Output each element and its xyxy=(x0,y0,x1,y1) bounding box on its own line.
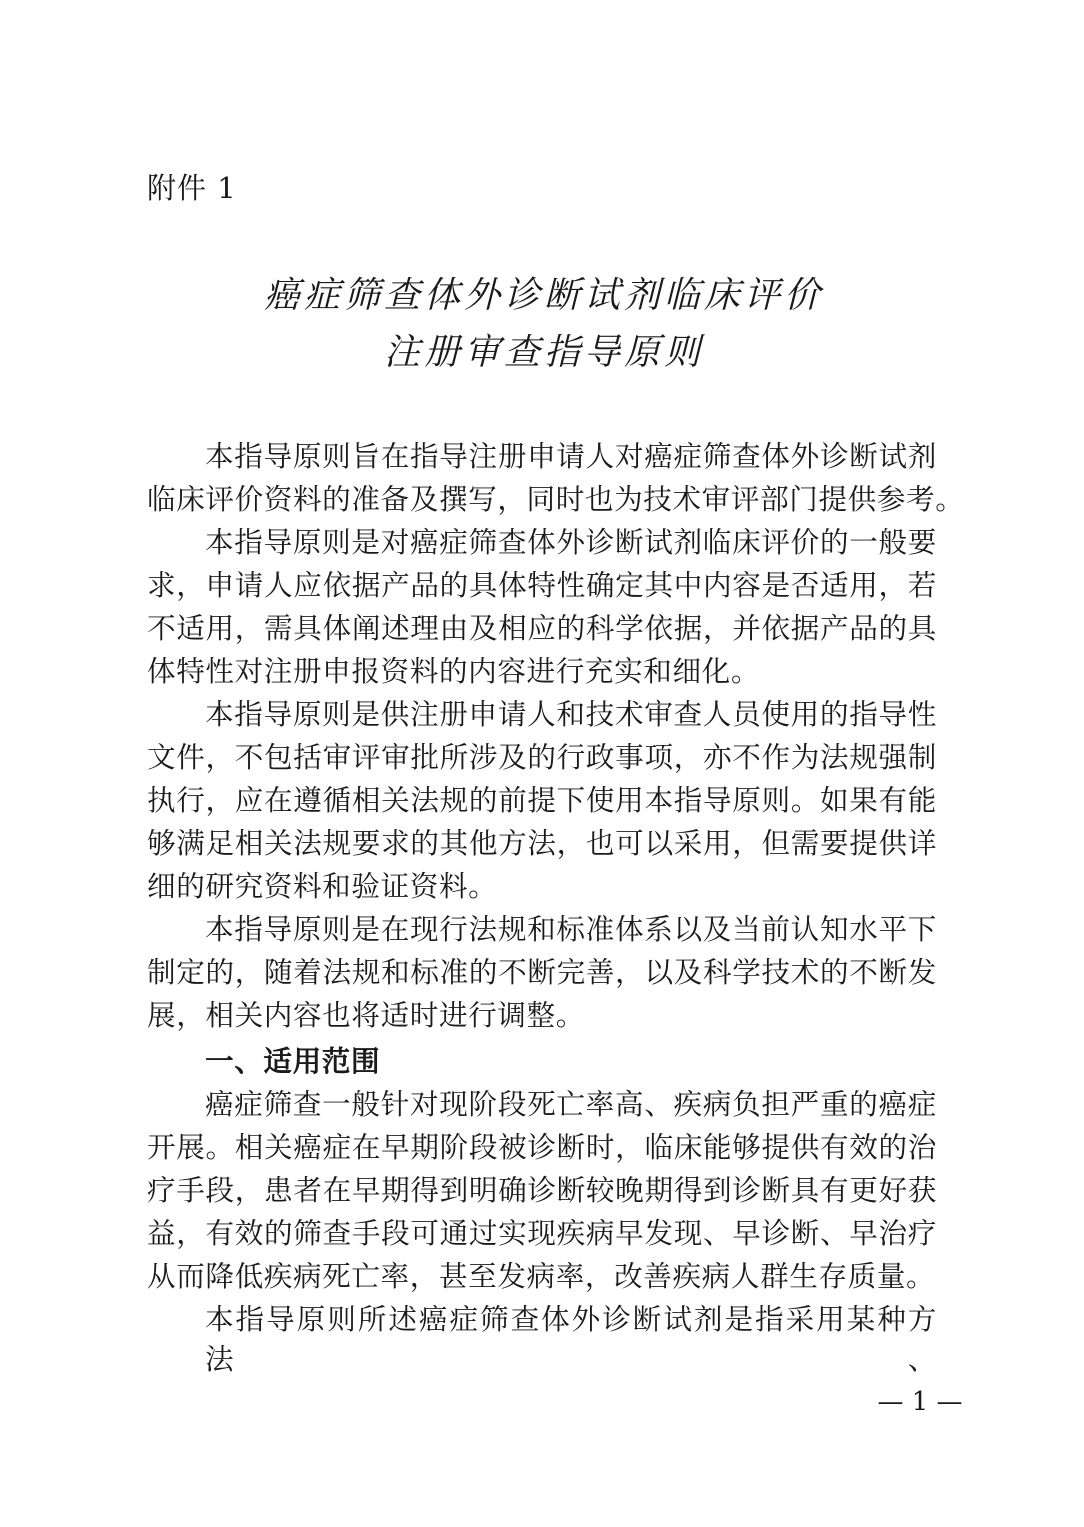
paragraph-line: 本指导原则是在现行法规和标准体系以及当前认知水平下 xyxy=(205,912,937,946)
paragraph-line: 展，相关内容也将适时进行调整。 xyxy=(147,998,585,1032)
paragraph-line: 开展。相关癌症在早期阶段被诊断时，临床能够提供有效的治 xyxy=(147,1130,937,1164)
paragraph-line: 本指导原则所述癌症筛查体外诊断试剂是指采用某种方法、 xyxy=(205,1302,937,1376)
paragraph-line: 体特性对注册申报资料的内容进行充实和细化。 xyxy=(147,654,761,688)
paragraph-line: 求，申请人应依据产品的具体特性确定其中内容是否适用，若 xyxy=(147,568,937,602)
paragraph-line: 本指导原则是对癌症筛查体外诊断试剂临床评价的一般要 xyxy=(205,525,937,559)
paragraph-line: 不适用，需具体阐述理由及相应的科学依据，并依据产品的具 xyxy=(147,611,937,645)
paragraph-line: 癌症筛查一般针对现阶段死亡率高、疾病负担严重的癌症 xyxy=(205,1087,937,1121)
document-title-line-2: 注册审查指导原则 xyxy=(383,332,704,373)
paragraph-line: 益，有效的筛查手段可通过实现疾病早发现、早诊断、早治疗 xyxy=(147,1216,937,1250)
paragraph-line: 本指导原则旨在指导注册申请人对癌症筛查体外诊断试剂 xyxy=(205,439,937,473)
section-heading: 一、适用范围 xyxy=(205,1044,381,1078)
paragraph-line: 文件，不包括审评审批所涉及的行政事项，亦不作为法规强制 xyxy=(147,740,937,774)
paragraph-line: 细的研究资料和验证资料。 xyxy=(147,869,498,903)
paragraph-line: 临床评价资料的准备及撰写，同时也为技术审评部门提供参考。 xyxy=(147,482,965,516)
attachment-label: 附件 1 xyxy=(147,171,237,205)
paragraph-line: 疗手段，患者在早期得到明确诊断较晚期得到诊断具有更好获 xyxy=(147,1173,937,1207)
paragraph-line: 制定的，随着法规和标准的不断完善，以及科学技术的不断发 xyxy=(147,955,937,989)
document-title-line-1: 癌症筛查体外诊断试剂临床评价 xyxy=(263,275,824,316)
paragraph-line: 执行，应在遵循相关法规的前提下使用本指导原则。如果有能 xyxy=(147,783,937,817)
page-number: — 1 — xyxy=(877,1387,963,1417)
paragraph-line: 够满足相关法规要求的其他方法，也可以采用，但需要提供详 xyxy=(147,826,937,860)
paragraph-line: 从而降低疾病死亡率，甚至发病率，改善疾病人群生存质量。 xyxy=(147,1259,936,1293)
paragraph-line: 本指导原则是供注册申请人和技术审查人员使用的指导性 xyxy=(205,697,937,731)
